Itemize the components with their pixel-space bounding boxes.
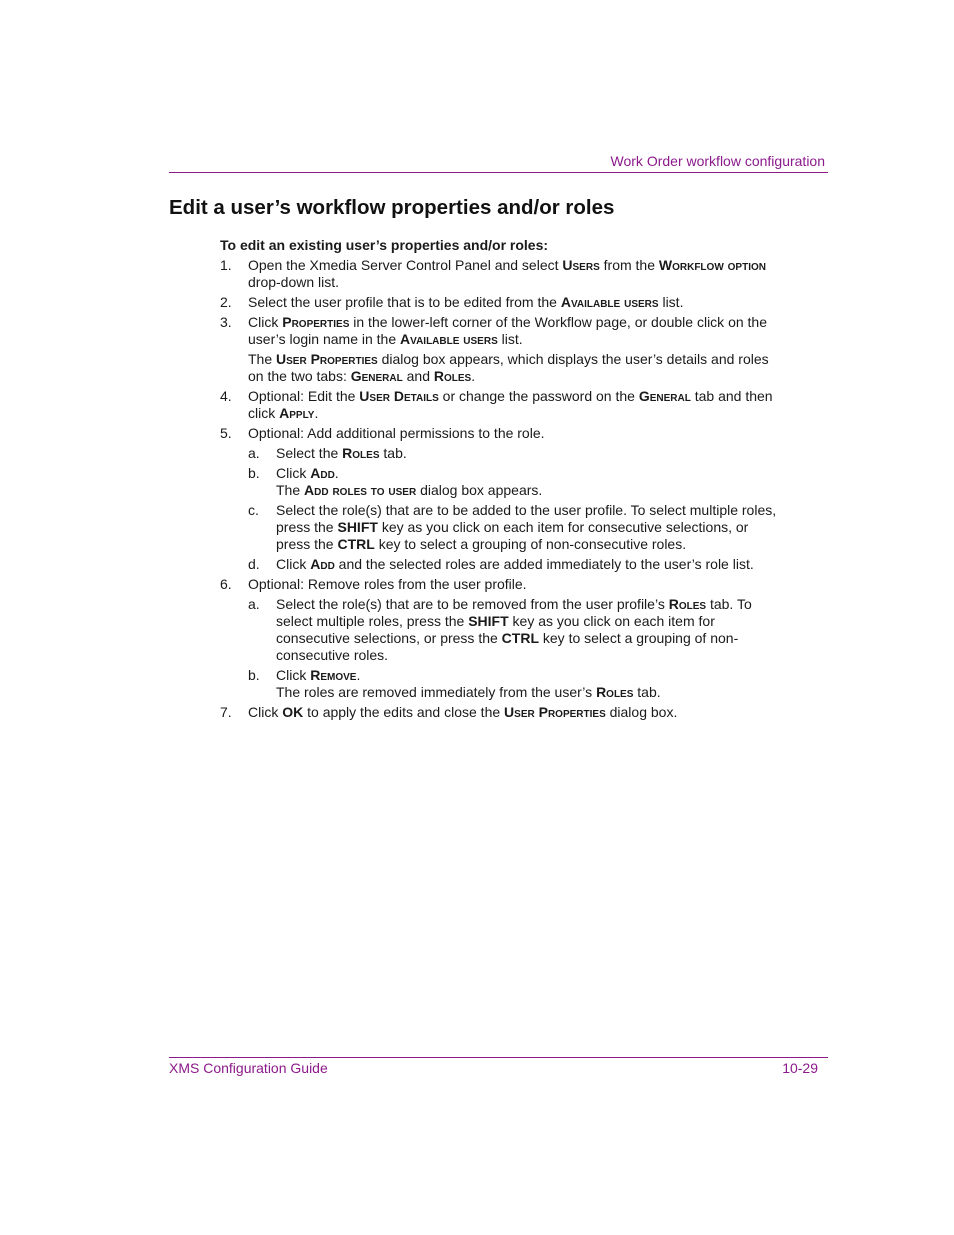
ui-term: Workflow option — [658, 257, 766, 273]
step-number: 2. — [220, 294, 232, 310]
substep-letter: a. — [248, 445, 260, 461]
step-number: 7. — [220, 704, 232, 720]
ui-term: User Properties — [276, 351, 378, 367]
step-text: Click Properties in the lower-left corner of the Workflow page, or double click on the user’s login name in the Available users list. The User Properties dialog box appears, which displays the user’s details and roles on the two tabs: General and Roles. — [248, 314, 785, 385]
substep-letter: b. — [248, 667, 260, 683]
step-6 — [220, 576, 785, 701]
step-number: 6. — [220, 576, 232, 592]
step-text: Click OK to apply the edits and close the User Properties dialog box. — [248, 704, 678, 720]
step-text: Optional: Remove roles from the user profile. a. Select the role(s) that are to be removed from the user profile’s Roles tab. To select multiple roles, press the SHIFT key as you click on each item for consecutive selections, or press the CTRL key to select a grouping of non-consecutive roles. b. Click Remove. The roles are removed immediately from the user’s Roles tab. — [248, 576, 785, 701]
ui-term: Remove — [310, 667, 357, 683]
substep-letter: a. — [248, 596, 260, 612]
ui-term: User Details — [359, 388, 439, 404]
substep-letter: c. — [248, 502, 259, 518]
step-3 — [220, 314, 785, 385]
step-text: Open the Xmedia Server Control Panel and select Users from the Workflow option drop-down list. — [248, 257, 766, 290]
footer-guide-title: XMS Configuration Guide — [169, 1060, 328, 1076]
step-note: The User Properties dialog box appears, which displays the user’s details and roles on the two tabs: General and Roles. — [248, 351, 769, 384]
ui-term: Users — [562, 257, 600, 273]
ui-term: Properties — [282, 314, 350, 330]
substep-5b: b. Click Add. The Add roles to user dialog box appears. — [248, 465, 543, 498]
procedure — [220, 237, 785, 721]
step-number: 3. — [220, 314, 232, 330]
key-name: CTRL — [337, 536, 375, 552]
ui-term: Available users — [560, 294, 659, 310]
step-text: Select the user profile that is to be edited from the Available users list. — [248, 294, 684, 310]
step-text: Optional: Edit the User Details or change the password on the General tab and then click Apply. — [248, 388, 773, 421]
section-title: Edit a user’s workflow properties and/or roles — [169, 196, 615, 219]
key-name: OK — [282, 704, 304, 720]
step-number: 5. — [220, 425, 232, 441]
step-2 — [220, 294, 785, 311]
ui-term: Add — [310, 465, 335, 481]
step-number: 1. — [220, 257, 232, 273]
ui-term: Roles — [596, 684, 634, 700]
ui-term: Roles — [342, 445, 380, 461]
step-1 — [220, 257, 785, 291]
ui-term: General — [638, 388, 691, 404]
ui-term: General — [350, 368, 403, 384]
ui-term: Apply — [279, 405, 315, 421]
ui-term: Roles — [668, 596, 707, 612]
ui-term: Add — [310, 556, 335, 572]
substep-6b: b. Click Remove. The roles are removed immediately from the user’s Roles tab. — [248, 667, 661, 700]
step-number: 4. — [220, 388, 232, 404]
procedure-lead: To edit an existing user’s properties and/or roles: — [220, 237, 549, 253]
footer-rule — [169, 1057, 828, 1058]
header-rule — [169, 172, 828, 173]
substep-5c: c. Select the role(s) that are to be added to the user profile. To select multiple roles, press the SHIFT key as you click on each item for consecutive selections, or press the CTRL key to select a grouping of non-consecutive roles. — [248, 502, 777, 552]
substep-6a: a. Select the role(s) that are to be removed from the user profile’s Roles tab. To select multiple roles, press the SHIFT key as you click on each item for consecutive selections, or press the CTRL key to select a grouping of non-consecutive roles. — [248, 596, 752, 663]
ui-term: User Properties — [504, 704, 606, 720]
step-7 — [220, 704, 785, 721]
substep-5d: d. Click Add and the selected roles are added immediately to the user’s role list. — [248, 556, 754, 572]
substep-letter: b. — [248, 465, 260, 481]
running-head: Work Order workflow configuration — [610, 153, 825, 169]
key-name: SHIFT — [337, 519, 378, 535]
key-name: SHIFT — [468, 613, 509, 629]
ui-term: Add roles to user — [304, 482, 417, 498]
substep-5a: a. Select the Roles tab. — [248, 445, 407, 461]
ui-term: Roles — [433, 368, 472, 384]
key-name: CTRL — [501, 630, 539, 646]
step-text: Optional: Add additional permissions to the role. a. Select the Roles tab. b. Click Add. The Add roles to user dialog box appears. c. Select the role(s) that are to be added to the user profile. To select multiple roles, press the SHIFT key as you click on each item for consecutive selections, or press the CTRL key to select a grouping of non-consecutive roles. d. Click Add and the selected roles are added immediately to the user’s role list. — [248, 425, 785, 573]
step-5 — [220, 425, 785, 573]
page-number: 10-29 — [782, 1060, 818, 1076]
ui-term: Available users — [400, 331, 498, 347]
substep-letter: d. — [248, 556, 260, 572]
step-4 — [220, 388, 785, 422]
